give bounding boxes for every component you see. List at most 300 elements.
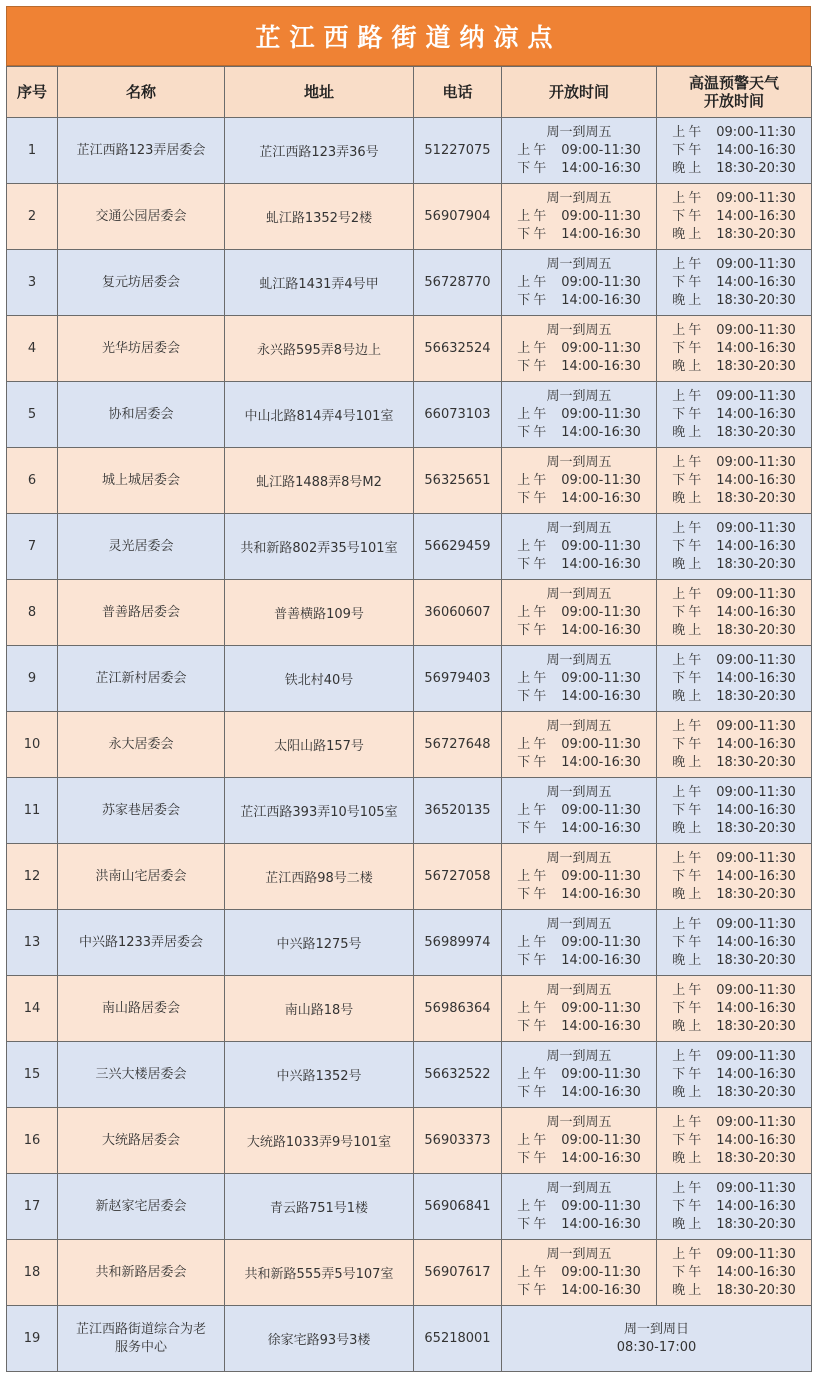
- pm-slot: [517, 820, 641, 838]
- header-open-time: 开放时间: [502, 67, 657, 118]
- hot-weather-block: [672, 1114, 796, 1168]
- hw-am-slot-time: 09:00-11:30: [716, 982, 796, 998]
- am-slot-time: 09:00-11:30: [561, 1264, 641, 1280]
- row-open-time: [502, 1174, 657, 1240]
- hw-am-slot: [672, 652, 796, 670]
- pm-slot: [517, 490, 641, 508]
- row-name: 三兴大楼居委会: [58, 1042, 225, 1108]
- hw-pm-slot: [672, 208, 796, 226]
- row-name: 交通公园居委会: [58, 184, 225, 250]
- row-address: 徐家宅路93号3楼: [225, 1306, 414, 1372]
- hw-am-slot: [672, 982, 796, 1000]
- row-hot-weather-time: [657, 118, 812, 184]
- am-slot: [517, 1264, 641, 1282]
- weekdays-label: 周一到周五: [546, 784, 612, 800]
- hw-eve-slot: [672, 160, 796, 178]
- hw-am-slot-time: 09:00-11:30: [716, 520, 796, 536]
- row-index: 8: [7, 580, 58, 646]
- hw-am-slot-label: 上午: [672, 718, 705, 734]
- hw-pm-slot: [672, 472, 796, 490]
- pm-slot-time: 14:00-16:30: [561, 1084, 641, 1100]
- hw-pm-slot: [672, 670, 796, 688]
- hw-am-slot-label: 上午: [672, 520, 705, 536]
- weekdays-label: 周一到周五: [546, 916, 612, 932]
- hot-weather-block: [672, 982, 796, 1036]
- am-slot-label: 上午: [517, 1000, 550, 1016]
- row-hot-weather-time: [657, 316, 812, 382]
- hw-am-slot-time: 09:00-11:30: [716, 388, 796, 404]
- row-index: 9: [7, 646, 58, 712]
- row-address: 永兴路595弄8号边上: [225, 316, 414, 382]
- hw-am-slot-time: 09:00-11:30: [716, 322, 796, 338]
- row-hot-weather-time: [657, 580, 812, 646]
- am-slot-time: 09:00-11:30: [561, 538, 641, 554]
- hw-pm-slot-label: 下午: [672, 604, 705, 620]
- hw-am-slot: [672, 520, 796, 538]
- row-phone: 56632522: [414, 1042, 502, 1108]
- am-slot: [517, 1066, 641, 1084]
- am-slot-time: 09:00-11:30: [561, 142, 641, 158]
- row-address: 中山北路814弄4号101室: [225, 382, 414, 448]
- hw-pm-slot-time: 14:00-16:30: [716, 604, 796, 620]
- hot-weather-block: [672, 256, 796, 310]
- row-phone: 56989974: [414, 910, 502, 976]
- row-hot-weather-time: [657, 1108, 812, 1174]
- open-time-block: [517, 190, 641, 244]
- pm-slot-label: 下午: [517, 490, 550, 506]
- row-address: 虬江路1352号2楼: [225, 184, 414, 250]
- am-slot: [517, 208, 641, 226]
- am-slot: [517, 406, 641, 424]
- row-index: 17: [7, 1174, 58, 1240]
- hw-eve-slot-label: 晚上: [672, 160, 705, 176]
- row-phone: 56727058: [414, 844, 502, 910]
- pm-slot-label: 下午: [517, 292, 550, 308]
- table-row: [7, 382, 812, 448]
- table-row: [7, 118, 812, 184]
- hw-am-slot: [672, 784, 796, 802]
- hw-eve-slot-time: 18:30-20:30: [716, 1084, 796, 1100]
- open-time-block: [517, 256, 641, 310]
- weekdays-label: 周一到周五: [546, 520, 612, 536]
- hw-am-slot-label: 上午: [672, 190, 705, 206]
- hw-am-slot-time: 09:00-11:30: [716, 850, 796, 866]
- pm-slot-time: 14:00-16:30: [561, 292, 641, 308]
- row-address: 共和新路555弄5号107室: [225, 1240, 414, 1306]
- weekdays-label: 周一到周五: [546, 652, 612, 668]
- hw-am-slot: [672, 1180, 796, 1198]
- table-row-service-center: [7, 1306, 812, 1372]
- am-slot-time: 09:00-11:30: [561, 1132, 641, 1148]
- page-container: [6, 6, 811, 1372]
- weekdays-label: 周一到周五: [546, 1180, 612, 1196]
- table-row: [7, 580, 812, 646]
- hw-pm-slot-time: 14:00-16:30: [716, 934, 796, 950]
- hw-pm-slot-time: 14:00-16:30: [716, 670, 796, 686]
- row-open-time: [502, 712, 657, 778]
- hw-am-slot-time: 09:00-11:30: [716, 1048, 796, 1064]
- row-open-time: [502, 844, 657, 910]
- row-phone: 56629459: [414, 514, 502, 580]
- row-address: 中兴路1352号: [225, 1042, 414, 1108]
- hw-eve-slot: [672, 886, 796, 904]
- am-slot-time: 09:00-11:30: [561, 802, 641, 818]
- hw-am-slot: [672, 916, 796, 934]
- pm-slot-label: 下午: [517, 688, 550, 704]
- weekdays-label: 周一到周五: [546, 388, 612, 404]
- am-slot-time: 09:00-11:30: [561, 736, 641, 752]
- hw-am-slot: [672, 124, 796, 142]
- am-slot: [517, 142, 641, 160]
- row-open-time: [502, 514, 657, 580]
- row-name: 新赵家宅居委会: [58, 1174, 225, 1240]
- open-time-block: [517, 982, 641, 1036]
- hw-pm-slot-label: 下午: [672, 802, 705, 818]
- hw-pm-slot-label: 下午: [672, 274, 705, 290]
- hw-pm-slot: [672, 1066, 796, 1084]
- pm-slot-time: 14:00-16:30: [561, 1150, 641, 1166]
- pm-slot: [517, 292, 641, 310]
- hw-am-slot-label: 上午: [672, 124, 705, 140]
- row-open-time: [502, 580, 657, 646]
- row-name: [58, 1306, 225, 1372]
- hw-pm-slot: [672, 142, 796, 160]
- table-row: [7, 976, 812, 1042]
- hw-eve-slot: [672, 754, 796, 772]
- cooling-points-table: [6, 66, 812, 1372]
- weekdays-label: 周一到周五: [546, 982, 612, 998]
- pm-slot: [517, 1084, 641, 1102]
- row-index: 7: [7, 514, 58, 580]
- hw-eve-slot-label: 晚上: [672, 358, 705, 374]
- hw-eve-slot-time: 18:30-20:30: [716, 490, 796, 506]
- am-slot-label: 上午: [517, 1198, 550, 1214]
- hw-eve-slot-label: 晚上: [672, 820, 705, 836]
- hw-pm-slot-label: 下午: [672, 1066, 705, 1082]
- row-hot-weather-time: [657, 910, 812, 976]
- row-name: 永大居委会: [58, 712, 225, 778]
- row-name: 苏家巷居委会: [58, 778, 225, 844]
- hw-am-slot: [672, 454, 796, 472]
- am-slot-time: 09:00-11:30: [561, 868, 641, 884]
- hw-pm-slot-time: 14:00-16:30: [716, 1264, 796, 1280]
- row-hot-weather-time: [657, 1240, 812, 1306]
- hw-eve-slot: [672, 226, 796, 244]
- row-address: 普善横路109号: [225, 580, 414, 646]
- open-time-block: [517, 1180, 641, 1234]
- pm-slot-label: 下午: [517, 754, 550, 770]
- hot-weather-block: [672, 652, 796, 706]
- table-row: [7, 844, 812, 910]
- hw-am-slot-label: 上午: [672, 1180, 705, 1196]
- header-hot-weather-line2: 开放时间: [703, 92, 764, 110]
- row-address: 中兴路1275号: [225, 910, 414, 976]
- row-index: 4: [7, 316, 58, 382]
- row-phone: 56979403: [414, 646, 502, 712]
- hw-am-slot-time: 09:00-11:30: [716, 718, 796, 734]
- hw-am-slot: [672, 718, 796, 736]
- hw-pm-slot-label: 下午: [672, 1132, 705, 1148]
- pm-slot-label: 下午: [517, 358, 550, 374]
- hw-am-slot: [672, 1114, 796, 1132]
- hw-pm-slot-label: 下午: [672, 934, 705, 950]
- hw-eve-slot: [672, 424, 796, 442]
- hw-pm-slot-label: 下午: [672, 208, 705, 224]
- hw-pm-slot-label: 下午: [672, 1000, 705, 1016]
- pm-slot: [517, 226, 641, 244]
- hw-eve-slot-time: 18:30-20:30: [716, 160, 796, 176]
- weekdays-label: 周一到周五: [546, 1048, 612, 1064]
- weekdays-label: 周一到周五: [546, 322, 612, 338]
- open-time-block: [517, 652, 641, 706]
- row-address: 青云路751号1楼: [225, 1174, 414, 1240]
- am-slot-time: 09:00-11:30: [561, 340, 641, 356]
- hw-am-slot: [672, 586, 796, 604]
- row-open-time: [502, 250, 657, 316]
- hw-eve-slot-label: 晚上: [672, 1018, 705, 1034]
- row-open-time: [502, 1042, 657, 1108]
- hw-am-slot-label: 上午: [672, 916, 705, 932]
- pm-slot-time: 14:00-16:30: [561, 1282, 641, 1298]
- hw-pm-slot-time: 14:00-16:30: [716, 802, 796, 818]
- table-row: [7, 778, 812, 844]
- weekdays-label: 周一到周五: [546, 850, 612, 866]
- hw-pm-slot-label: 下午: [672, 538, 705, 554]
- hot-weather-block: [672, 520, 796, 574]
- row-open-time: [502, 184, 657, 250]
- open-time-block: [517, 586, 641, 640]
- hw-eve-slot-label: 晚上: [672, 1150, 705, 1166]
- hw-am-slot-label: 上午: [672, 784, 705, 800]
- pm-slot: [517, 1150, 641, 1168]
- am-slot-time: 09:00-11:30: [561, 604, 641, 620]
- row-index: 13: [7, 910, 58, 976]
- row-address: 大统路1033弄9号101室: [225, 1108, 414, 1174]
- table-row: [7, 250, 812, 316]
- open-days: 周一到周日: [623, 1321, 689, 1337]
- table-row: [7, 514, 812, 580]
- hw-pm-slot-time: 14:00-16:30: [716, 1198, 796, 1214]
- row-phone: 66073103: [414, 382, 502, 448]
- hw-pm-slot: [672, 340, 796, 358]
- pm-slot: [517, 886, 641, 904]
- hw-am-slot-label: 上午: [672, 1048, 705, 1064]
- hw-pm-slot: [672, 604, 796, 622]
- pm-slot-label: 下午: [517, 160, 550, 176]
- am-slot: [517, 604, 641, 622]
- row-address: 太阳山路157号: [225, 712, 414, 778]
- pm-slot-time: 14:00-16:30: [561, 1018, 641, 1034]
- am-slot-label: 上午: [517, 1264, 550, 1280]
- hw-am-slot: [672, 256, 796, 274]
- weekdays-label: 周一到周五: [546, 124, 612, 140]
- header-name: 名称: [58, 67, 225, 118]
- row-phone: 56903373: [414, 1108, 502, 1174]
- header-index: 序号: [7, 67, 58, 118]
- row-index: 11: [7, 778, 58, 844]
- am-slot-label: 上午: [517, 274, 550, 290]
- hw-pm-slot-label: 下午: [672, 340, 705, 356]
- hot-weather-block: [672, 850, 796, 904]
- am-slot: [517, 670, 641, 688]
- row-hot-weather-time: [657, 712, 812, 778]
- hw-am-slot-time: 09:00-11:30: [716, 916, 796, 932]
- hw-pm-slot: [672, 802, 796, 820]
- row-open-time: [502, 382, 657, 448]
- hot-weather-block: [672, 388, 796, 442]
- hw-eve-slot-time: 18:30-20:30: [716, 820, 796, 836]
- hw-am-slot: [672, 1246, 796, 1264]
- hw-eve-slot: [672, 358, 796, 376]
- hw-eve-slot: [672, 1018, 796, 1036]
- row-name-line2: 服务中心: [114, 1339, 167, 1355]
- open-time-block: [517, 388, 641, 442]
- hw-am-slot-time: 09:00-11:30: [716, 454, 796, 470]
- am-slot-label: 上午: [517, 208, 550, 224]
- am-slot-label: 上午: [517, 868, 550, 884]
- row-name: 光华坊居委会: [58, 316, 225, 382]
- hw-am-slot-label: 上午: [672, 388, 705, 404]
- am-slot-label: 上午: [517, 406, 550, 422]
- row-hot-weather-time: [657, 1042, 812, 1108]
- row-phone: 56907904: [414, 184, 502, 250]
- hw-eve-slot: [672, 556, 796, 574]
- hw-eve-slot: [672, 1282, 796, 1300]
- row-phone: 56632524: [414, 316, 502, 382]
- weekdays-label: 周一到周五: [546, 1114, 612, 1130]
- hw-eve-slot-label: 晚上: [672, 1216, 705, 1232]
- row-open-time: [502, 910, 657, 976]
- hw-pm-slot-time: 14:00-16:30: [716, 472, 796, 488]
- row-name: 芷江新村居委会: [58, 646, 225, 712]
- hw-eve-slot: [672, 688, 796, 706]
- hw-pm-slot-time: 14:00-16:30: [716, 1132, 796, 1148]
- row-name: 大统路居委会: [58, 1108, 225, 1174]
- open-hours: 08:30-17:00: [616, 1339, 697, 1355]
- pm-slot-time: 14:00-16:30: [561, 424, 641, 440]
- row-index: 19: [7, 1306, 58, 1372]
- header-address: 地址: [225, 67, 414, 118]
- page-title: 芷江西路街道纳凉点: [6, 6, 811, 66]
- hw-eve-slot-time: 18:30-20:30: [716, 622, 796, 638]
- hw-pm-slot-label: 下午: [672, 736, 705, 752]
- am-slot: [517, 1132, 641, 1150]
- table-row: [7, 184, 812, 250]
- hw-am-slot: [672, 322, 796, 340]
- am-slot-time: 09:00-11:30: [561, 670, 641, 686]
- hw-am-slot: [672, 388, 796, 406]
- table-header-row: [7, 67, 812, 118]
- open-time-block: [517, 1048, 641, 1102]
- row-address: 虬江路1431弄4号甲: [225, 250, 414, 316]
- row-hot-weather-time: [657, 514, 812, 580]
- hot-weather-block: [672, 454, 796, 508]
- hw-eve-slot-label: 晚上: [672, 1282, 705, 1298]
- row-hot-weather-time: [657, 250, 812, 316]
- hot-weather-block: [672, 1246, 796, 1300]
- hw-eve-slot-time: 18:30-20:30: [716, 556, 796, 572]
- am-slot: [517, 934, 641, 952]
- row-address: 芷江西路98号二楼: [225, 844, 414, 910]
- row-name: 南山路居委会: [58, 976, 225, 1042]
- row-phone: 36520135: [414, 778, 502, 844]
- hot-weather-block: [672, 1180, 796, 1234]
- pm-slot-time: 14:00-16:30: [561, 556, 641, 572]
- row-index: 16: [7, 1108, 58, 1174]
- row-hot-weather-time: [657, 184, 812, 250]
- row-address: 南山路18号: [225, 976, 414, 1042]
- row-open-time: [502, 448, 657, 514]
- row-index: 10: [7, 712, 58, 778]
- row-address: 芷江西路393弄10号105室: [225, 778, 414, 844]
- pm-slot-time: 14:00-16:30: [561, 160, 641, 176]
- table-row: [7, 1108, 812, 1174]
- row-hot-weather-time: [657, 1174, 812, 1240]
- table-body: [7, 118, 812, 1372]
- pm-slot-time: 14:00-16:30: [561, 226, 641, 242]
- hw-eve-slot-time: 18:30-20:30: [716, 1282, 796, 1298]
- pm-slot-label: 下午: [517, 424, 550, 440]
- open-time-block: [517, 124, 641, 178]
- hot-weather-block: [672, 1048, 796, 1102]
- am-slot-label: 上午: [517, 142, 550, 158]
- hw-eve-slot: [672, 490, 796, 508]
- pm-slot: [517, 424, 641, 442]
- weekdays-label: 周一到周五: [546, 256, 612, 272]
- row-hot-weather-time: [657, 778, 812, 844]
- hw-eve-slot-time: 18:30-20:30: [716, 688, 796, 704]
- hw-am-slot-time: 09:00-11:30: [716, 256, 796, 272]
- table-row: [7, 910, 812, 976]
- hw-eve-slot-time: 18:30-20:30: [716, 1216, 796, 1232]
- row-hot-weather-time: [657, 646, 812, 712]
- open-time-block: [517, 1114, 641, 1168]
- am-slot: [517, 1000, 641, 1018]
- hw-am-slot-label: 上午: [672, 652, 705, 668]
- open-time-block: [517, 1246, 641, 1300]
- hw-eve-slot-time: 18:30-20:30: [716, 1150, 796, 1166]
- row-name: 中兴路1233弄居委会: [58, 910, 225, 976]
- hw-am-slot-label: 上午: [672, 982, 705, 998]
- row-open-time: [502, 316, 657, 382]
- row-index: 14: [7, 976, 58, 1042]
- header-hot-weather: [657, 67, 812, 118]
- row-name: 普善路居委会: [58, 580, 225, 646]
- hw-pm-slot-label: 下午: [672, 1198, 705, 1214]
- row-phone: 56986364: [414, 976, 502, 1042]
- hw-eve-slot: [672, 1084, 796, 1102]
- table-row: [7, 1042, 812, 1108]
- am-slot-time: 09:00-11:30: [561, 472, 641, 488]
- hw-pm-slot: [672, 406, 796, 424]
- hw-eve-slot-label: 晚上: [672, 754, 705, 770]
- pm-slot-time: 14:00-16:30: [561, 820, 641, 836]
- pm-slot-time: 14:00-16:30: [561, 490, 641, 506]
- hw-am-slot-label: 上午: [672, 1246, 705, 1262]
- pm-slot-label: 下午: [517, 820, 550, 836]
- row-index: 12: [7, 844, 58, 910]
- table-row: [7, 712, 812, 778]
- row-open-time: [502, 1240, 657, 1306]
- pm-slot: [517, 556, 641, 574]
- pm-slot-time: 14:00-16:30: [561, 886, 641, 902]
- am-slot: [517, 1198, 641, 1216]
- row-index: 5: [7, 382, 58, 448]
- am-slot-label: 上午: [517, 736, 550, 752]
- hw-pm-slot-time: 14:00-16:30: [716, 142, 796, 158]
- weekdays-label: 周一到周五: [546, 190, 612, 206]
- hw-eve-slot-time: 18:30-20:30: [716, 358, 796, 374]
